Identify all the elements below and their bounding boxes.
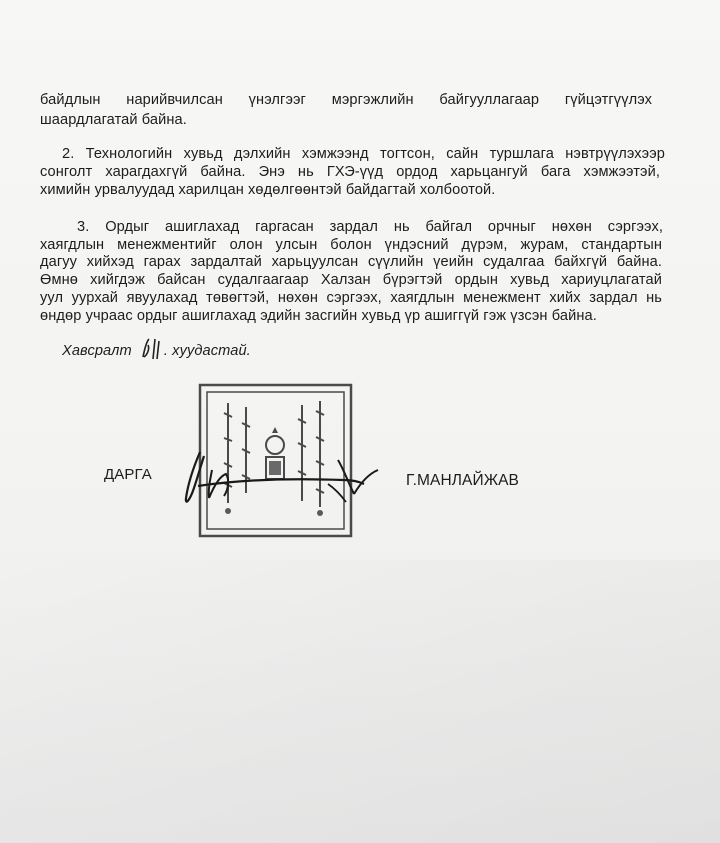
text-line-6: 3. Ордыг ашиглахад гаргасан зардал нь байгал орчныг нөхөн сэргээх, bbox=[77, 219, 663, 235]
text-line-2: шаардлагатай байна. bbox=[40, 112, 187, 128]
handwritten-signature bbox=[178, 440, 388, 520]
signature-title: ДАРГА bbox=[104, 466, 152, 483]
signatory-name: Г.МАНЛАЙЖАВ bbox=[406, 472, 519, 489]
page-shadow bbox=[0, 560, 720, 843]
text-line-1: байдлын нарийвчилсан үнэлгээг мэргэжлийн байгууллагаар гүйцэтгүүлэх bbox=[40, 92, 652, 108]
text-line-5: химийн урвалуудад харилцан хөдөлгөөнтэй байдагтай холбоотой. bbox=[40, 182, 496, 198]
text-line-10: уул уурхай явуулахад төвөгтэй, нөхөн сэргээх, хаягдлын менежмент хийх зардал нь bbox=[40, 290, 662, 306]
text-line-9: Өмнө хийгдэж байсан судалгаагаар Халзан бүрэгтэй ордын хувьд хариуцлагатай bbox=[40, 272, 662, 288]
text-line-3: 2. Технологийн хувьд дэлхийн хэмжээнд тогтсон, сайн туршлага нэвтрүүлэхээр bbox=[62, 146, 665, 162]
handwritten-page-count bbox=[140, 335, 162, 363]
text-line-11: өндөр учраас ордыг ашиглахад эдийн засгийн хувьд үр ашиггүй гэж үзсэн байна. bbox=[40, 308, 597, 324]
text-line-8: дагуу хийхэд гарах зардалтай харьцуулсан сүүлийн үеийн судалгаа байхгүй байна. bbox=[40, 254, 662, 270]
attachment-label: Хавсралт bbox=[62, 343, 132, 359]
text-line-4: сонголт харагдахгүй байна. Энэ нь ГХЭ-үүд ордод харьцангуй бага хэмжээтэй, bbox=[40, 164, 660, 180]
attachment-suffix: . хуудастай. bbox=[163, 343, 251, 359]
text-line-7: хаягдлын менежментийг олон улсын болон үндэсний дүрэм, журам, стандартын bbox=[40, 237, 662, 253]
